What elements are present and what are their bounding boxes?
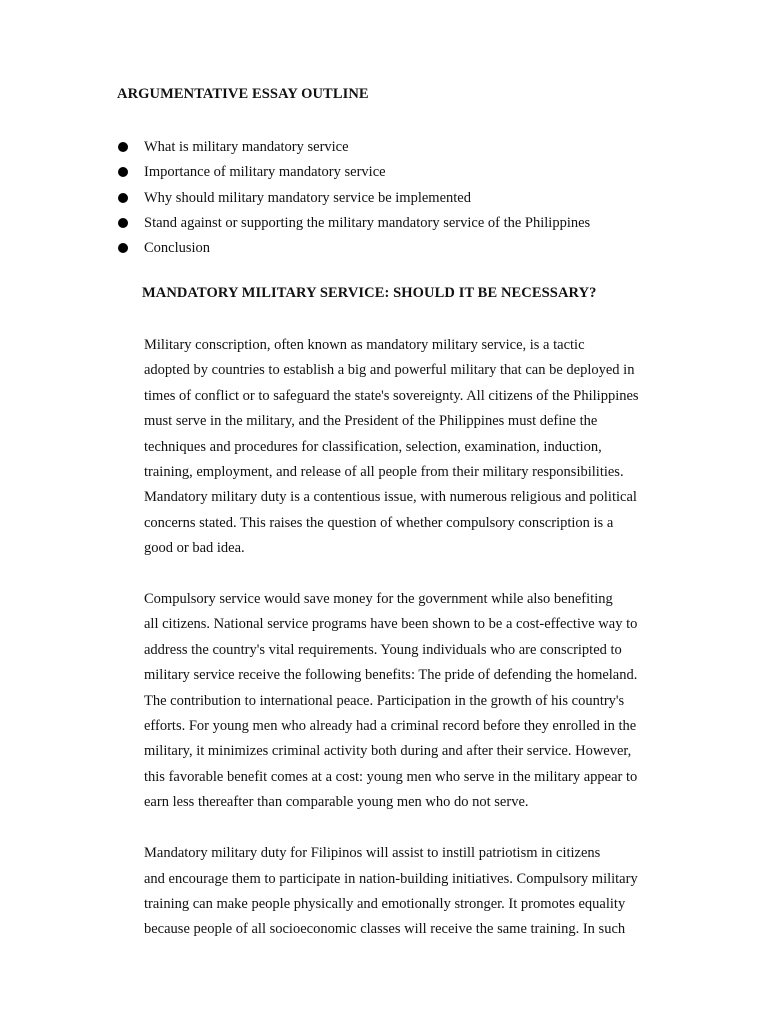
text-line: earn less thereafter than comparable young men who do not serve.: [144, 794, 529, 811]
text-line: good or bad idea.: [144, 540, 245, 557]
text-line: efforts. For young men who already had a criminal record before they enrolled in the: [144, 718, 637, 735]
text-line: training, employment, and release of all people from their military responsibilities.: [144, 464, 624, 481]
text-line: adopted by countries to establish a big and powerful military that can be deployed in: [144, 362, 635, 379]
text-line: and encourage them to participate in nation-building initiatives. Compulsory military: [144, 870, 638, 887]
bullet-icon: [118, 142, 128, 152]
bullet-icon: [118, 218, 128, 228]
text-line: times of conflict or to safeguard the state's sovereignty. All citizens of the Philippines: [144, 387, 639, 404]
text-line: techniques and procedures for classification, selection, examination, induction,: [144, 438, 602, 455]
text-line: Military conscription, often known as mandatory military service, is a tactic: [144, 337, 585, 353]
paragraph: [117, 587, 657, 816]
text-line: must serve in the military, and the President of the Philippines must define the: [144, 413, 598, 430]
text-line: Compulsory service would save money for the government while also benefiting: [144, 591, 613, 608]
list-item-text: Conclusion: [144, 240, 211, 257]
essay-title: MANDATORY MILITARY SERVICE: SHOULD IT BE NECESSARY?: [142, 285, 597, 301]
text-line: military service receive the following benefits: The pride of defending the homeland.: [144, 667, 638, 684]
text-line: because people of all socioeconomic classes will receive the same training. In such: [144, 921, 626, 938]
text-line: Mandatory military duty for Filipinos will assist to instill patriotism in citizens: [144, 845, 601, 862]
text-line: military, it minimizes criminal activity both during and after their service. However,: [144, 743, 632, 760]
text-line: this favorable benefit comes at a cost: young men who serve in the military appear to: [144, 768, 638, 785]
list-item-text: What is military mandatory service: [144, 139, 349, 155]
bullet-icon: [118, 243, 128, 253]
paragraph: [117, 841, 657, 943]
text-line: concerns stated. This raises the question of whether compulsory conscription is a: [144, 514, 614, 531]
outline-title: ARGUMENTATIVE ESSAY OUTLINE: [117, 86, 369, 102]
text-line: training can make people physically and emotionally stronger. It promotes equality: [144, 895, 626, 912]
text-line: address the country's vital requirements. Young individuals who are conscripted to: [144, 641, 622, 658]
paragraph: [117, 333, 657, 562]
list-item-text: Stand against or supporting the military mandatory service of the Philippines: [144, 214, 591, 231]
text-line: all citizens. National service programs have been shown to be a cost-effective way to: [144, 616, 638, 633]
list-item-text: Why should military mandatory service be implemented: [144, 189, 471, 206]
list-item-text: Importance of military mandatory service: [144, 164, 386, 181]
bullet-icon: [118, 167, 128, 177]
essay-body: [117, 333, 657, 968]
bullet-icon: [118, 193, 128, 203]
text-line: The contribution to international peace. Participation in the growth of his country's: [144, 692, 625, 709]
text-line: Mandatory military duty is a contentious issue, with numerous religious and political: [144, 489, 637, 506]
